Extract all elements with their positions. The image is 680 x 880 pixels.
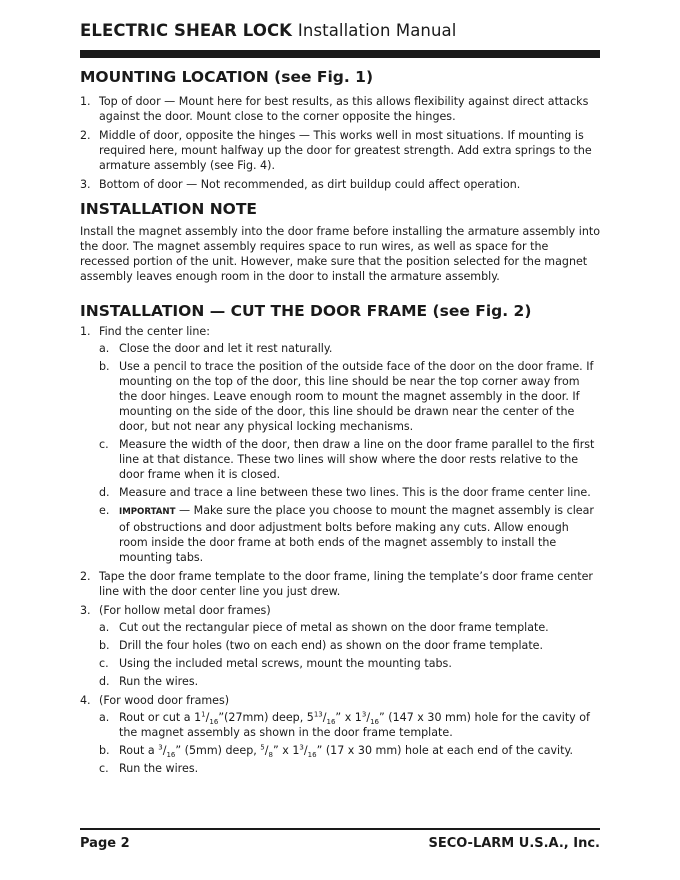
mounting-list xyxy=(80,94,600,192)
list-item: d. Measure and trace a line between these two lines. This is the door frame center line. xyxy=(99,486,591,499)
step-3: 3. (For hollow metal door frames) a. Cut out the rectangular piece of metal as shown on the door frame template. b. Drill the four holes (two on each end) as shown on the door frame template. c. Using the included metal screws, mount the mounting tabs. d. Run the wires. xyxy=(80,603,600,689)
title-manual: Installation Manual xyxy=(297,21,457,40)
fraction: $^1/_{16}$ xyxy=(201,710,219,727)
list-item: c. Using the included metal screws, mount the mounting tabs. xyxy=(99,657,452,670)
step-4-substeps xyxy=(99,710,600,776)
list-item: 1. Top of door — Mount here for best results, as this allows flexibility against direct attacks against the door. Mount close to the corner opposite the hinges. xyxy=(80,95,589,123)
list-item: 2. Middle of door, opposite the hinges — This works well in most situations. If mounting is required here, mount halfway up the door for greatest strength. Add extra springs to the armature assembly (see Fig. 4). xyxy=(80,129,592,172)
fraction: $^5/_8$ xyxy=(260,743,273,760)
list-item: b. Use a pencil to trace the position of the outside face of the door on the door frame. If mounting on the top of the door, this line should be near the top corner away from the door hinges. Leave enough room to mount the magnet assembly in the door. If mounting on the side of the door, this line should be drawn near the center of the door, but not near any physical locking mechanisms. xyxy=(99,360,594,433)
list-item: a. Cut out the rectangular piece of metal as shown on the door frame template. xyxy=(99,621,549,634)
list-item: e. IMPORTANT — Make sure the place you choose to mount the magnet assembly is clear of obstructions and door adjustment bolts before making any cuts. Allow enough room inside the door frame at both ends of the magnet assembly to install the mounting tabs. xyxy=(99,504,594,564)
fraction: $^3/_{16}$ xyxy=(158,743,176,760)
step-3-substeps xyxy=(99,620,600,689)
list-item: a. Rout or cut a $1^1/_{16}”(27mm)$ deep, $5^{13}/_{16}$” x $1^3/_{16}$” (147 x 30 mm) hole for the cavity of the magnet assembly as shown in the door frame template. xyxy=(99,710,590,739)
step-1: 1. Find the center line: a. Close the door and let it rest naturally. b. Use a pencil to trace the position of the outside face of the door on the door frame. If mounting on the top of the door, this line should be near the top corner away from the door hinges. Leave enough room to mount the magnet assembly in the door. If mounting on the side of the door, this line should be drawn near the center of the door, but not near any physical locking mechanisms. c. Measure the width of the door, then draw a line on the door frame parallel to the first line at that distance. These two lines will show where the door rests relative to the door frame when it is closed. d. Measure and trace a line between these two lines. This is the door frame center line. e. IMPORTANT — Make sure the place you choose to mount the magnet assembly is clear of obstructions and door adjustment bolts before making any cuts. Allow enough room inside the door frame at both ends of the magnet assembly to install the mounting tabs. xyxy=(80,324,600,565)
content xyxy=(80,66,600,780)
title-product: ELECTRIC SHEAR LOCK xyxy=(80,21,293,40)
installation-note-heading: INSTALLATION NOTE xyxy=(80,200,258,218)
installation-note-text: Install the magnet assembly into the door frame before installing the armature assembly into the door. The magnet assembly requires space to run wires, as well as space for the recessed portion of the unit. However, make sure that the position selected for the magnet assembly leaves enough room in the door to install the armature assembly. xyxy=(80,225,600,283)
list-item: b. Rout a $^3/_{16}$” (5mm) deep, $^5/_8$” x $1^3/_{16}$” (17 x 30 mm) hole at each end of the cavity. xyxy=(99,743,573,760)
page-number: Page 2 xyxy=(80,836,130,851)
footer-rule xyxy=(80,828,600,830)
fraction: $^3/_{16}$ xyxy=(299,743,317,760)
list-item: c. Measure the width of the door, then draw a line on the door frame parallel to the first line at that distance. These two lines will show where the door rests relative to the door frame when it is closed. xyxy=(99,438,595,481)
step-2: 2. Tape the door frame template to the door frame, lining the template’s door frame center line with the door center line you just drew. xyxy=(80,570,593,598)
step-4: 4. (For wood door frames) a. Rout or cut a $1^1/_{16}”(27mm)$ deep, $5^{13}/_{16}$” x $1^3/_{16}$” (147 x 30 mm) hole for the cavity of the magnet assembly as shown in the door frame template. b. Rout a $^3/_{16}$” (5mm) deep, $^5/_8$” x $1^3/_{16}$” (17 x 30 mm) hole at each end of the cavity. c. Run the wires. xyxy=(80,693,600,776)
list-item: b. Drill the four holes (two on each end) as shown on the door frame template. xyxy=(99,639,544,652)
installation-steps xyxy=(80,324,600,776)
installation-heading: INSTALLATION — CUT THE DOOR FRAME (see Fig. 2) xyxy=(80,302,532,320)
list-item: 3. Bottom of door — Not recommended, as dirt buildup could affect operation. xyxy=(80,178,521,191)
list-item: a. Close the door and let it rest naturally. xyxy=(99,342,333,355)
list-item: d. Run the wires. xyxy=(99,675,199,688)
title-rule xyxy=(80,50,600,58)
important-label: IMPORTANT xyxy=(119,507,176,517)
list-item: c. Run the wires. xyxy=(99,762,199,775)
fraction: $^3/_{16}$ xyxy=(361,710,379,727)
mounting-location-heading: MOUNTING LOCATION (see Fig. 1) xyxy=(80,68,374,86)
company-name: SECO-LARM U.S.A., Inc. xyxy=(428,836,600,851)
step-1-substeps xyxy=(99,341,600,565)
fraction: $^{13}/_{16}$ xyxy=(313,710,336,727)
document-title xyxy=(80,21,456,40)
